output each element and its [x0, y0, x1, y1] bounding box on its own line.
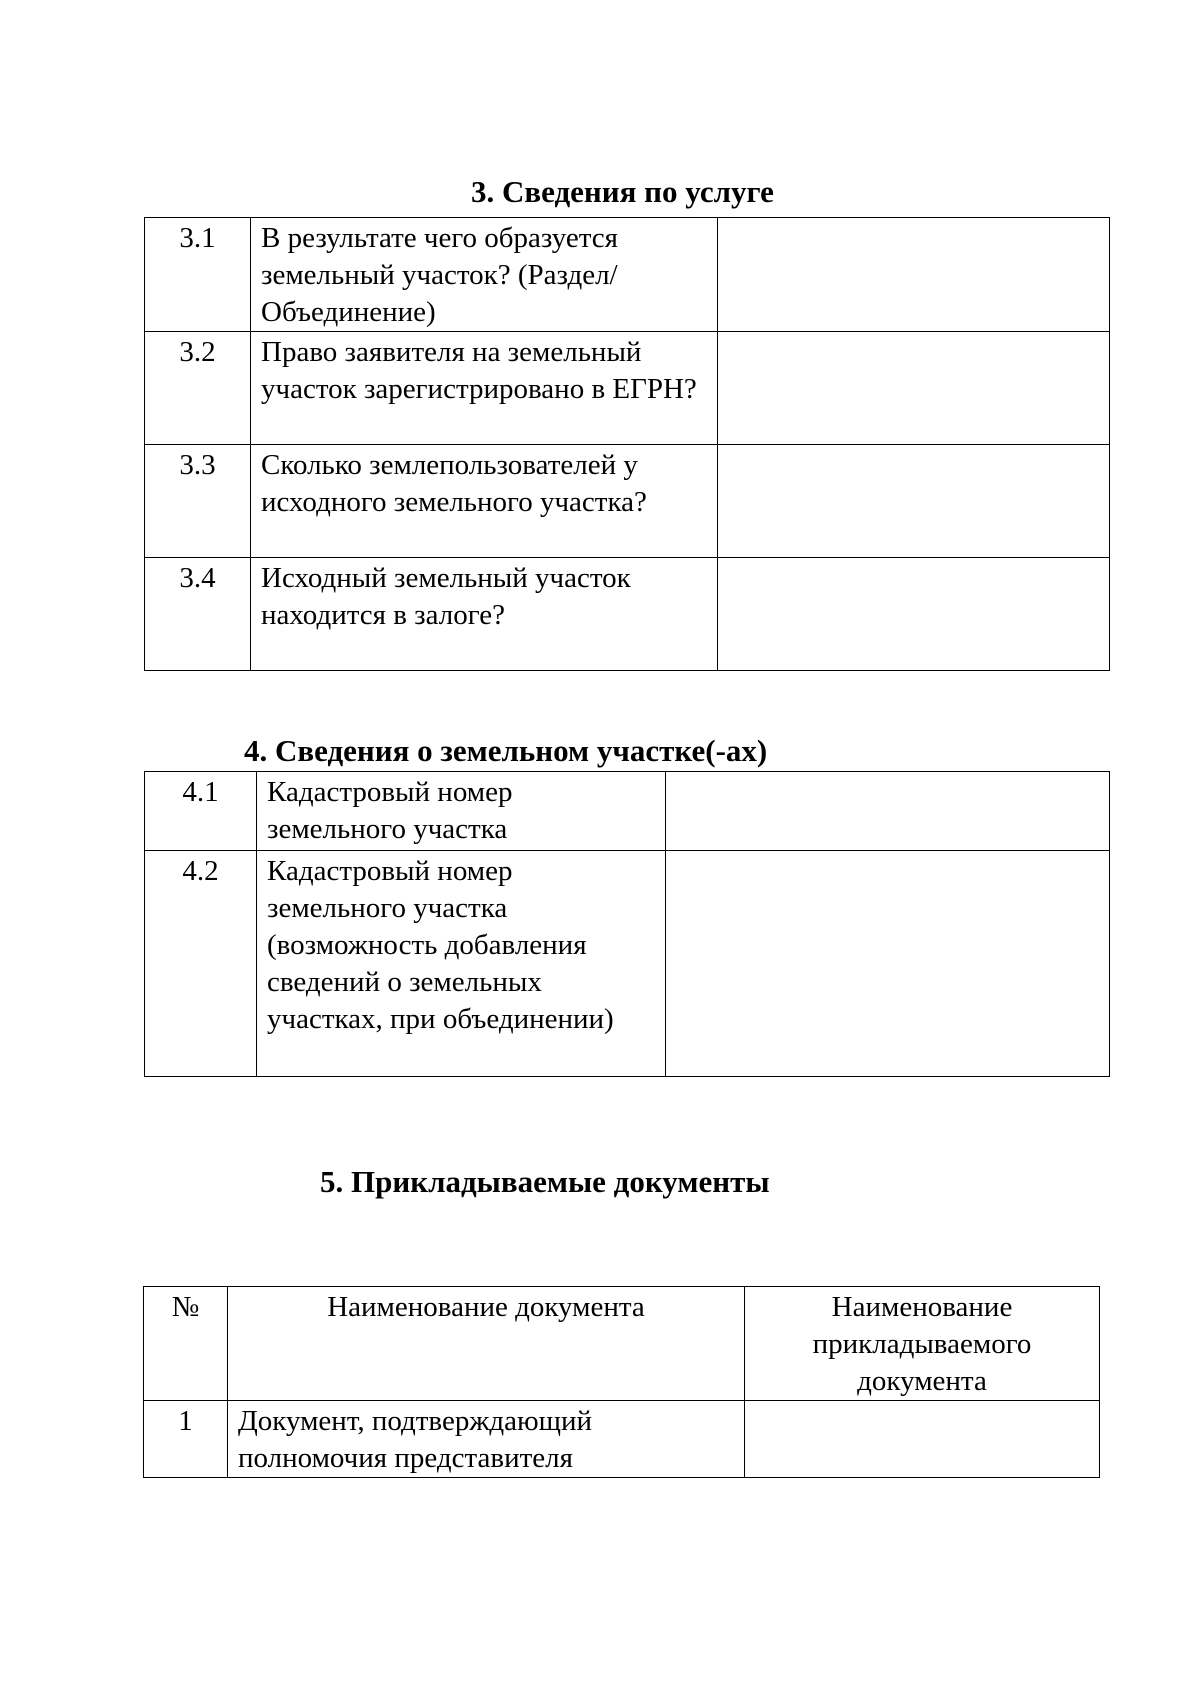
table-row [144, 1401, 1100, 1478]
question-text: Исходный земельный участок находится в залоге? [251, 558, 718, 671]
table-row [145, 558, 1110, 671]
attached-documents-table [143, 1286, 1100, 1478]
table-row [145, 851, 1110, 1077]
land-plot-info-table [144, 771, 1110, 1077]
document-name: Документ, подтверждающий полномочия представителя [228, 1401, 745, 1478]
row-number: 3.3 [145, 445, 251, 558]
column-header-document-name: Наименование документа [228, 1287, 745, 1401]
question-text: Сколько землепользователей у исходного земельного участка? [251, 445, 718, 558]
column-header-number: № [144, 1287, 228, 1401]
row-number: 1 [144, 1401, 228, 1478]
row-number: 4.2 [145, 851, 257, 1077]
section-4-title: 4. Сведения о земельном участке(-ах) [244, 733, 768, 768]
attached-document-field[interactable] [745, 1401, 1100, 1478]
table-row [145, 445, 1110, 558]
question-text: В результате чего образуется земельный участок? (Раздел/Объединение) [251, 218, 718, 332]
table-row [145, 218, 1110, 332]
answer-field[interactable] [718, 218, 1110, 332]
answer-field[interactable] [666, 851, 1110, 1077]
row-number: 3.1 [145, 218, 251, 332]
question-text: Кадастровый номер земельного участка (возможность добавления сведений о земельных участках, при объединении) [257, 851, 666, 1077]
answer-field[interactable] [718, 332, 1110, 445]
row-number: 3.4 [145, 558, 251, 671]
row-number: 4.1 [145, 772, 257, 851]
answer-field[interactable] [666, 772, 1110, 851]
question-text: Право заявителя на земельный участок зарегистрировано в ЕГРН? [251, 332, 718, 445]
column-header-attached-document: Наименование прикладываемого документа [745, 1287, 1100, 1401]
section-5-title: 5. Прикладываемые документы [320, 1164, 770, 1199]
section-3-title: 3. Сведения по услуге [471, 174, 774, 209]
service-info-table [144, 217, 1110, 671]
table-row [145, 332, 1110, 445]
row-number: 3.2 [145, 332, 251, 445]
table-row [145, 772, 1110, 851]
table-header-row [144, 1287, 1100, 1401]
answer-field[interactable] [718, 445, 1110, 558]
question-text: Кадастровый номер земельного участка [257, 772, 666, 851]
answer-field[interactable] [718, 558, 1110, 671]
